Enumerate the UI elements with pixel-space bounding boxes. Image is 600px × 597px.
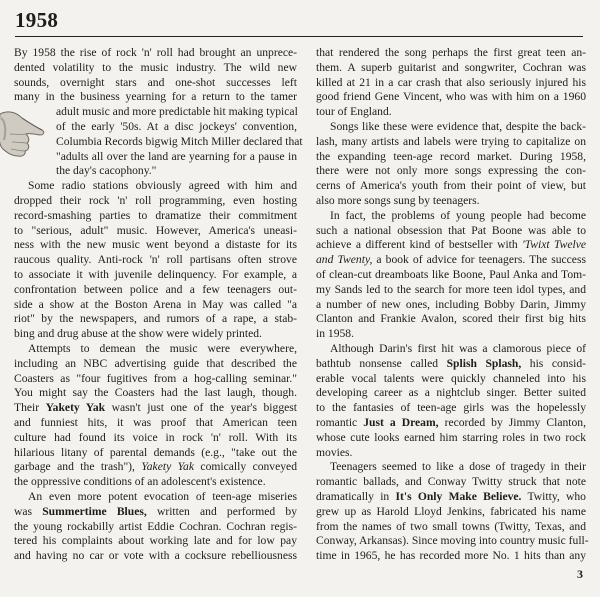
line-text: romantic ballads, and Conway Twitty struck that note	[316, 475, 586, 489]
line-text: achieve a different kind of bestseller with	[316, 238, 523, 252]
line-text: of clean-cut dreamboats like Boone, Paul Anka and Tom-	[316, 267, 586, 281]
line-text: and having no car or vote with a cocksure rebelliousness	[14, 549, 297, 563]
text-line	[316, 90, 586, 105]
text-line	[316, 401, 586, 416]
line-text: of the early '50s. At a disc jockeys' convention,	[56, 119, 297, 133]
text-line	[316, 46, 586, 61]
text-line	[14, 150, 297, 165]
italic-title: Yakety Yak	[141, 460, 194, 474]
song-title: Yakety Yak	[45, 401, 106, 415]
line-text: ness with the new music went beyond a distaste for its	[14, 238, 297, 252]
song-title: Splish Splash,	[446, 356, 522, 370]
line-text: them. A superb guitarist and songwriter, Cochran was	[316, 60, 586, 74]
line-text: there were not only more songs expressing the con-	[316, 164, 586, 178]
text-line	[14, 134, 303, 150]
line-text: that rendered the song perhaps the first great teen an-	[316, 46, 586, 59]
line-text: to the fantasies of teen-age girls was the hopelessly	[316, 401, 586, 415]
text-line	[316, 416, 586, 431]
line-text: Songs like these were evidence that, despite the back-	[330, 119, 586, 133]
line-text: Clanton and Frankie Avalon, scored their first big hits	[316, 312, 586, 326]
text-line	[316, 431, 586, 446]
line-text: An even more potent evocation of teen-age miseries	[28, 489, 297, 503]
line-text: adult music and more predictable hit making typical	[56, 105, 298, 119]
line-text: Attempts to demean the music were everywhere,	[28, 341, 297, 355]
text-line	[316, 120, 586, 135]
text-line	[14, 490, 297, 505]
line-text: "adults all over the land are yearning for a pause in	[56, 149, 297, 163]
italic-title: and Twenty,	[316, 253, 373, 267]
line-text: tered his complaints about working late and for low pay	[14, 534, 297, 548]
text-line	[14, 179, 297, 194]
line-text: wasn't just one of the year's biggest	[105, 401, 297, 415]
text-line	[316, 372, 586, 387]
line-text: and funniest hits, it was proof that American teen	[14, 415, 297, 429]
text-line	[316, 342, 586, 357]
line-text: whose cute looks earned him starring roles in two rock	[316, 430, 586, 444]
line-text: dramatically in	[316, 489, 396, 503]
line-text: record-smashing parties to dramatize their commitment	[14, 208, 297, 222]
left-column	[14, 46, 303, 564]
text-line	[14, 549, 297, 564]
text-line	[14, 61, 297, 76]
text-line	[316, 505, 586, 520]
text-line	[316, 224, 586, 239]
text-line	[14, 327, 297, 342]
text-line	[316, 386, 586, 401]
text-line	[14, 209, 297, 224]
text-line	[316, 327, 586, 342]
text-line	[14, 312, 297, 327]
line-text: romantic	[316, 415, 364, 429]
line-text: side a show at the Boston Arena in May was called "a	[14, 297, 297, 311]
line-text: time in 1965, he has recorded more No. 1 hits than any	[316, 549, 586, 563]
text-line	[316, 298, 586, 313]
line-text: my Sands led to the search for more teen idol types, and	[316, 282, 586, 296]
right-column	[316, 46, 589, 564]
line-text: raucous quality. Anti-rock 'n' roll partisans often strove	[14, 253, 297, 267]
text-line	[14, 298, 297, 313]
text-line	[316, 135, 586, 150]
line-text: sounds, overnight stars and one-shot successes left	[14, 75, 297, 89]
line-text: dented volatility to the music industry. The wild new	[14, 60, 297, 74]
text-line	[14, 105, 297, 120]
text-line	[316, 238, 586, 253]
line-text: to "serious, adult" music. However, America's uneasi-	[14, 223, 297, 237]
line-text: In fact, the problems of young people had become	[330, 208, 586, 222]
text-line	[316, 209, 586, 224]
text-line	[316, 475, 586, 490]
text-line	[14, 431, 297, 446]
line-text: the oppressive conditions of an adolescent's existence.	[14, 475, 266, 489]
heading-rule	[15, 36, 583, 37]
text-line	[14, 386, 297, 401]
song-title: It's Only Make Believe.	[395, 489, 522, 503]
line-text: lash, many artists and labels were trying to capitalize on	[316, 134, 586, 148]
text-line	[316, 460, 586, 475]
line-text: developing career as a nightclub singer. Better suited	[316, 386, 586, 400]
text-line	[14, 342, 297, 357]
line-text: Columbia Records bigwig Mitch Miller declared that	[56, 134, 303, 148]
text-line	[316, 164, 586, 179]
line-text: also more songs sung by teenagers.	[316, 193, 480, 207]
line-text: dropped their rock 'n' roll programming, even hosting	[14, 193, 297, 207]
text-line	[14, 416, 297, 431]
song-title: Just a Dream,	[363, 415, 439, 429]
text-line	[316, 520, 586, 535]
line-text: killed at 21 in a car crash that also seriously injured his	[316, 75, 586, 89]
line-text: many in the business yearning for a return to the tamer	[14, 90, 297, 104]
text-line	[14, 446, 297, 461]
text-line	[316, 194, 586, 209]
line-text: was	[14, 504, 43, 518]
line-text: bathtub nonsense called	[316, 356, 447, 370]
line-text: confrontation between police and a few teenagers out-	[14, 282, 297, 296]
text-line	[316, 150, 586, 165]
text-line	[316, 312, 586, 327]
line-text: including an NBC advertising guide that described the	[14, 356, 297, 370]
text-line	[316, 76, 586, 91]
text-line	[14, 90, 297, 105]
text-line	[14, 224, 297, 239]
text-line	[14, 120, 297, 135]
text-line	[14, 534, 297, 549]
text-line	[14, 76, 297, 91]
line-text: to associate it with juvenile delinquency. For example, a	[14, 267, 297, 281]
text-line	[14, 46, 297, 61]
line-text: cerns of America's youth from their point of view, but	[316, 179, 586, 193]
text-line	[316, 268, 586, 283]
line-text: a number of new ones, including Bobby Darin, Jimmy	[316, 297, 586, 311]
line-text: from the names of two small towns (Twitty, Texas, and	[316, 519, 586, 533]
line-text: his consid-	[521, 356, 586, 370]
line-text: comically conveyed	[193, 460, 297, 474]
line-text: erable vocal talents were quickly channeled into his	[316, 371, 586, 385]
line-text: Although Darin's first hit was a clamorous piece of	[330, 341, 586, 355]
text-line	[316, 534, 589, 549]
line-text: bing and drug abuse at the show were widely printed.	[14, 327, 262, 341]
line-text: such a national obsession that Pat Boone was able to	[316, 223, 586, 237]
line-text: the young rockabilly artist Eddie Cochran. Cochran regis-	[14, 519, 297, 533]
line-text: garbage and the trash"),	[14, 460, 142, 474]
page-number: 3	[577, 567, 583, 581]
text-line	[14, 460, 297, 475]
line-text: Their	[14, 401, 46, 415]
line-text: culture had found its voice in rock 'n' roll. With its	[14, 430, 297, 444]
line-text: written and performed by	[146, 504, 297, 518]
line-text: movies.	[316, 445, 353, 459]
line-text: grew up as Harold Lloyd Jenkins, fabricated his name	[316, 504, 586, 518]
text-line	[14, 253, 297, 268]
text-line	[316, 61, 586, 76]
line-text: Some radio stations obviously agreed with him and	[28, 179, 297, 193]
line-text: hilarious litany of parental demands (e.g., "take out the	[14, 445, 297, 459]
line-text: Conway, Arkansas). Since moving into country music full-	[316, 534, 589, 548]
text-line	[14, 357, 297, 372]
text-line	[316, 253, 586, 268]
line-text: recorded by Jimmy Clanton,	[438, 415, 586, 429]
line-text: Twitty, who	[521, 489, 586, 503]
text-line	[14, 372, 297, 387]
text-line	[14, 164, 297, 179]
line-text: a book of advice for teenagers. The success	[372, 253, 586, 267]
text-line	[316, 357, 586, 372]
line-text: By 1958 the rise of rock 'n' roll had brought an unprece-	[14, 46, 297, 59]
song-title: Summertime Blues,	[42, 504, 147, 518]
text-line	[316, 105, 586, 120]
text-line	[316, 549, 586, 564]
line-text: You might say the Coasters had the last laugh, though.	[14, 386, 297, 400]
line-text: Coasters as "four fugitives from a hog-calling seminar."	[14, 371, 297, 385]
text-line	[14, 475, 297, 490]
text-line	[14, 283, 297, 298]
text-line	[14, 505, 297, 520]
text-line	[14, 194, 297, 209]
text-line	[316, 490, 586, 505]
line-text: good friend Gene Vincent, who was with him on a 1960	[316, 90, 586, 104]
text-line	[316, 179, 586, 194]
line-text: Teenagers seemed to like a dose of tragedy in their	[330, 460, 586, 474]
text-line	[316, 446, 586, 461]
line-text: the day's cacophony."	[56, 164, 157, 178]
italic-title: 'Twixt Twelve	[522, 238, 587, 252]
text-line	[14, 238, 297, 253]
line-text: riot" by the newspapers, and rumors of a rape, a stab-	[14, 312, 297, 326]
pointing-hand-illustration	[0, 104, 46, 160]
text-line	[14, 268, 297, 283]
text-line	[14, 401, 297, 416]
line-text: tour of England.	[316, 105, 392, 119]
text-line	[316, 283, 586, 298]
line-text: in 1958.	[316, 327, 355, 341]
line-text: the expanding teen-age record market. During 1958,	[316, 149, 586, 163]
page-heading: 1958	[15, 8, 59, 32]
text-line	[14, 520, 297, 535]
